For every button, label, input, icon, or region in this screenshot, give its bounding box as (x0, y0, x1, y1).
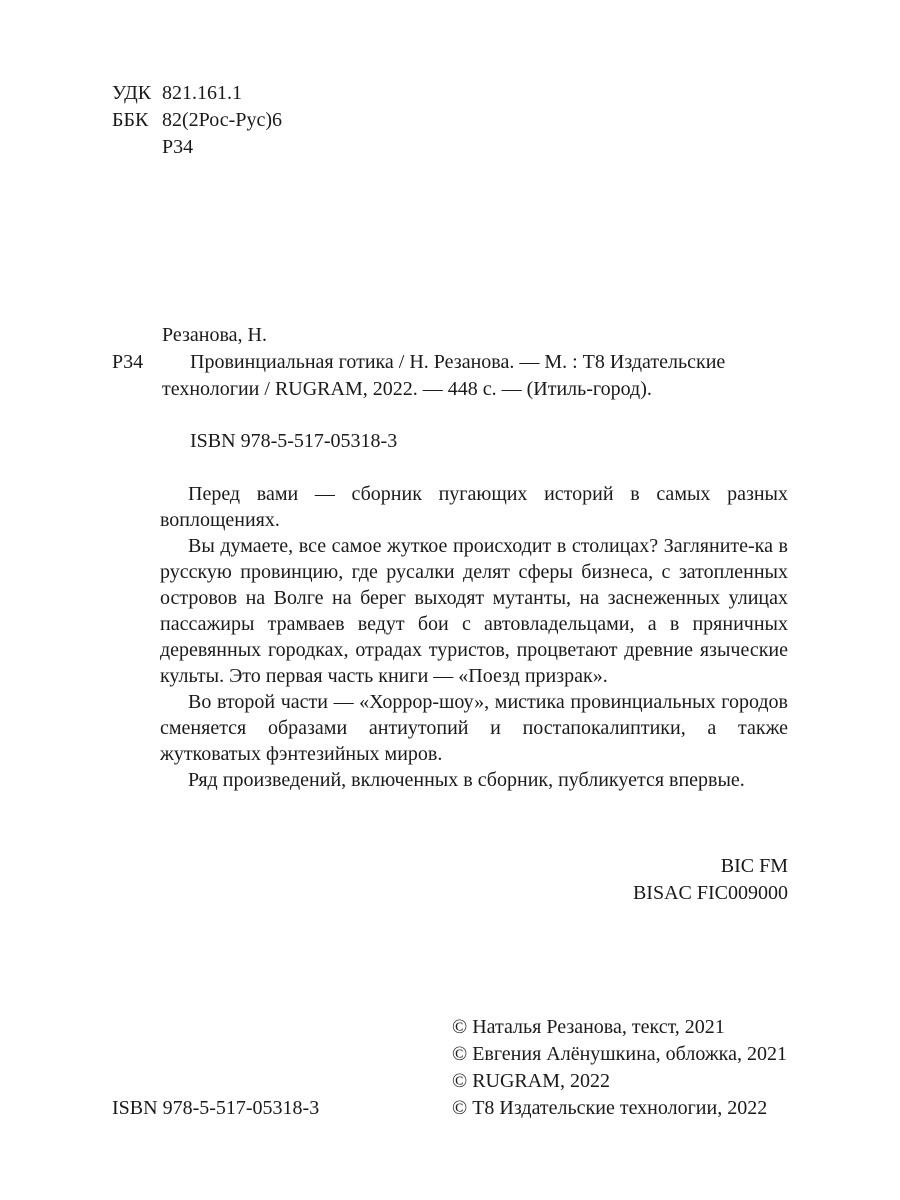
bib-line-1: Провинциальная готика / Н. Резанова. — М. : Т8 Издательские (190, 351, 726, 373)
bisac-code: BISAC FIC009000 (632, 882, 788, 904)
annotation-paragraph: Перед вами — сборник пугающих историй в самых разных воплощениях. (160, 483, 788, 531)
footer-isbn: ISBN 978-5-517-05318-3 (112, 1097, 320, 1119)
author-heading: Резанова, Н. (162, 324, 267, 346)
bib-line-2: технологии / RUGRAM, 2022. — 448 с. — (Итиль-город). (162, 378, 652, 400)
bbk-value: 82(2Рос-Рус)6 (162, 109, 282, 131)
copyright-line: © Евгения Алёнушкина, обложка, 2021 (452, 1043, 787, 1065)
annotation-paragraph: Ряд произведений, включенных в сборник, публикуется впервые. (188, 769, 745, 791)
bib-isbn: ISBN 978-5-517-05318-3 (190, 430, 398, 452)
udk-value: 821.161.1 (162, 82, 242, 104)
copyright-line: © Наталья Резанова, текст, 2021 (452, 1016, 725, 1038)
copyright-line: © RUGRAM, 2022 (452, 1070, 610, 1092)
annotation (160, 481, 788, 793)
author-mark: Р34 (112, 351, 144, 373)
copyright-line: © Т8 Издательские технологии, 2022 (452, 1097, 768, 1119)
bic-code: BIC FM (720, 855, 788, 877)
annotation-paragraph: Вы думаете, все самое жуткое происходит в столицах? Загляните-ка в русскую провинцию, где русалки делят сферы бизнеса, с затопленных островов на Волге на берег выходят мутанты, на заснеженных улицах пассажиры трамваев ведут бои с автовладельцами, а в пряничных деревянных городках, отрадах туристов, процветают древние языческие культы. Это первая часть книги — «Поезд призрак». (160, 535, 788, 687)
bbk-label: ББК (112, 109, 149, 131)
udk-label: УДК (112, 82, 152, 104)
author-mark-top: Р34 (162, 136, 194, 158)
annotation-paragraph: Во второй части — «Хоррор-шоу», мистика провинциальных городов сменяется образами антиутопий и постапокалиптики, а также жутковатых фэнтезийных миров. (160, 691, 788, 765)
